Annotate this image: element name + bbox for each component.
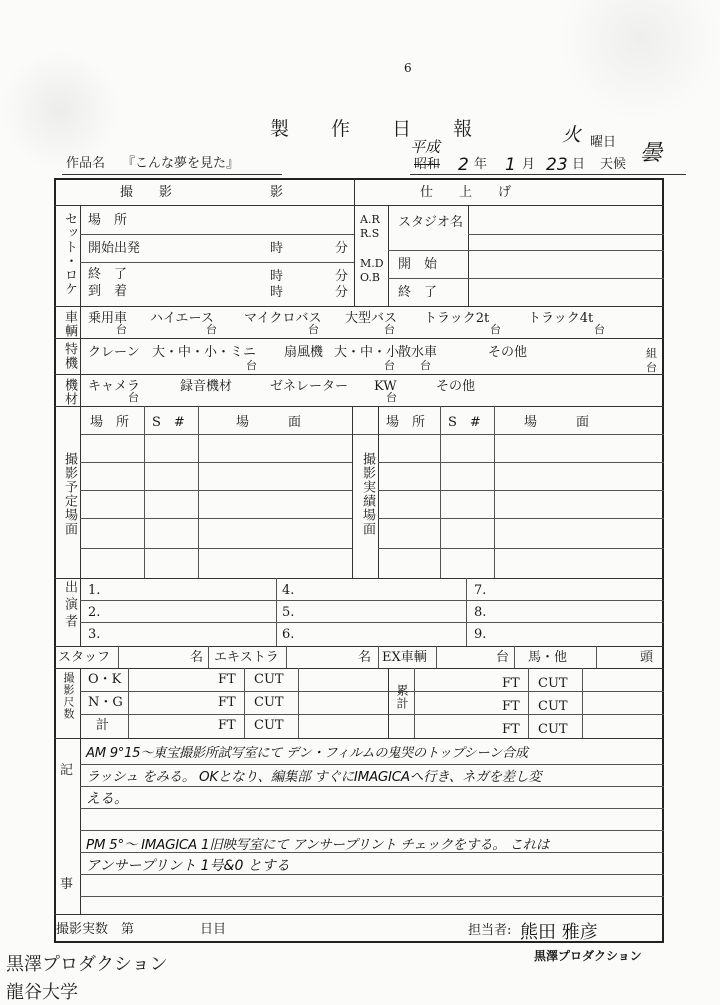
horse-unit: 頭 (640, 650, 654, 665)
era-written: 平成 (410, 138, 441, 156)
note-line-3: える。 (86, 791, 128, 807)
hour-label-2: 時 (270, 269, 284, 284)
manager-name: 熊田 雅彦 (520, 922, 598, 943)
divider-h (378, 490, 664, 491)
watermark-line-2: 龍谷大学 (6, 982, 78, 1003)
divider-h (80, 896, 664, 897)
place-label: 場 所 (88, 213, 128, 228)
minute-label-2: 分 (335, 269, 349, 284)
divider-v (514, 646, 515, 668)
cut-4: CUT (538, 676, 568, 691)
divider-v (494, 406, 495, 578)
film-total-label: 計 (96, 718, 110, 733)
cast-8: 8. (474, 605, 487, 620)
divider-v (352, 406, 353, 578)
ft-5: FT (502, 699, 520, 714)
scene-no-header-1: S # (152, 415, 185, 430)
weather-label: 天候 (600, 157, 627, 172)
note-line-5: アンサープリント 1号&0 とする (86, 858, 290, 874)
divider-h (54, 374, 664, 375)
cast-2: 2. (88, 605, 101, 620)
vehicle-unit-5: 台 (490, 323, 501, 336)
vehicle-1: 乗用車 (88, 311, 128, 326)
scene-header-1: 場 面 (236, 415, 302, 430)
finish-end-label: 終 了 (398, 285, 438, 300)
year-unit: 年 (474, 157, 488, 172)
ar-label: A.R (360, 213, 380, 226)
weekday-unit: 曜日 (590, 135, 617, 150)
recorder-label: 録音機材 (180, 379, 233, 394)
cast-3: 3. (88, 627, 101, 642)
note-line-1: AM 9°15～東宝撮影所試写室にて デン・フィルムの鬼哭のトップシーン合成 (86, 746, 528, 761)
weather-value: 曇 (640, 141, 663, 166)
date-underline (410, 174, 686, 175)
year-value: 2 (458, 155, 469, 175)
divider-v (596, 646, 597, 668)
divider-v (286, 646, 287, 668)
page-number: 6 (404, 61, 412, 75)
cast-5: 5. (282, 605, 295, 620)
divider-h (80, 600, 664, 601)
divider-v (80, 578, 81, 646)
vehicle-unit-4: 台 (384, 323, 395, 336)
divider-v (298, 668, 299, 738)
set-location-label: セット・ロケ (62, 212, 77, 296)
crane-sizes: 大・中・小・ミニ (152, 345, 257, 360)
divider-h (54, 646, 664, 647)
vehicle-2: ハイエース (150, 311, 214, 326)
divider-v (144, 406, 145, 578)
fan-unit: 台 (384, 359, 395, 372)
scene-no-header-2: S # (448, 415, 481, 430)
minute-label-3: 分 (335, 285, 349, 300)
shooting-header-2: 影 (270, 185, 284, 200)
equipment-label: 機材 (62, 378, 77, 406)
divider-h (80, 262, 354, 263)
ex-vehicle-unit: 台 (496, 650, 510, 665)
generator-label: ゼネレーター (270, 379, 349, 394)
scene-place-header-2: 場 所 (386, 415, 426, 430)
scene-header-2: 場 面 (524, 415, 590, 430)
special-other-label: その他 (488, 345, 528, 360)
page-title: 製 作 日 報 (270, 118, 491, 140)
camera-label: キャメラ (88, 379, 141, 394)
shooting-days-unit: 日目 (200, 922, 227, 937)
vehicle-unit-1: 台 (116, 323, 127, 336)
ft-4: FT (502, 676, 520, 691)
sprinkler-label: 散水車 (398, 345, 438, 360)
work-label: 作品名 (66, 156, 106, 171)
ft-3: FT (218, 718, 236, 733)
divider-v (378, 646, 379, 668)
kw-unit: 台 (386, 391, 397, 404)
departure-label: 開始出発 (88, 241, 141, 256)
day-unit: 日 (572, 157, 586, 172)
divider-v (436, 646, 437, 668)
divider-h (378, 462, 664, 463)
cumulative-label: 累計 (395, 684, 409, 710)
divider-h (80, 548, 352, 549)
shooting-header: 撮 影 (120, 185, 173, 200)
film-ng-label: N・G (88, 695, 123, 710)
notes-label-bottom: 事 (60, 877, 74, 892)
ob-label: O.B (360, 271, 380, 284)
divider-v (468, 205, 469, 306)
ex-vehicle-label: EX車輌 (382, 650, 427, 665)
month-value: 1 (505, 155, 516, 175)
film-label: 撮影尺数 (62, 672, 75, 720)
crane-label: クレーン (88, 345, 140, 360)
divider-v (128, 668, 129, 738)
divider-h (378, 518, 664, 519)
divider-v (80, 205, 81, 306)
staff-unit: 名 (190, 650, 204, 665)
equipment-other-label: その他 (436, 379, 476, 394)
kw-label: KW (374, 379, 397, 394)
divider-v (276, 578, 277, 646)
note-line-4: PM 5°～ IMAGICA 1旧映写室にて アンサープリント チェックをする。 これは (86, 837, 550, 853)
horse-label: 馬・他 (528, 650, 568, 665)
divider-v (80, 668, 81, 738)
divider-v (80, 406, 81, 578)
cast-9: 9. (474, 627, 487, 642)
divider-h (80, 808, 664, 809)
divider-h (80, 518, 352, 519)
company-name: 黒澤プロダクション (534, 949, 642, 963)
cut-1: CUT (254, 672, 284, 687)
divider-v (80, 306, 81, 406)
cut-6: CUT (538, 722, 568, 737)
divider-h (54, 578, 664, 579)
era-printed: 昭和 (414, 157, 441, 172)
cut-2: CUT (254, 695, 284, 710)
divider-h (468, 234, 664, 235)
vehicle-5: トラック2t (424, 311, 490, 326)
ft-2: FT (218, 695, 236, 710)
minute-label-1: 分 (335, 241, 349, 256)
cast-label: 出演者 (62, 580, 77, 631)
divider-h (54, 338, 664, 339)
divider-v (388, 205, 389, 306)
day-value: 23 (546, 155, 568, 175)
vehicle-3: マイクロバス (244, 311, 322, 326)
vehicles-label: 車輌 (62, 310, 77, 338)
vehicle-6: トラック4t (528, 311, 594, 326)
vehicle-unit-3: 台 (308, 323, 319, 336)
notes-label-top: 記 (60, 763, 74, 778)
divider-h (80, 691, 664, 692)
hour-label-1: 時 (270, 241, 284, 256)
ft-6: FT (502, 722, 520, 737)
camera-unit: 台 (128, 391, 139, 404)
divider-h (54, 406, 664, 407)
md-label: M.D (360, 257, 384, 270)
divider-h (80, 234, 354, 235)
divider-h (54, 306, 664, 307)
work-underline (62, 174, 282, 175)
finish-start-label: 開 始 (398, 257, 438, 272)
ft-1: FT (218, 672, 236, 687)
vehicle-unit-2: 台 (206, 323, 217, 336)
weekday-value: 火 (562, 124, 582, 146)
divider-v (244, 668, 245, 738)
special-set-unit-1: 組 (646, 347, 657, 360)
fan-sizes: 大・中・小 (334, 345, 400, 360)
end-label: 終 了 (88, 267, 128, 282)
divider-h (54, 914, 664, 915)
shooting-days-label: 撮影実数 第 (56, 922, 135, 937)
divider-v (466, 578, 467, 646)
film-ok-label: O・K (88, 672, 122, 687)
finishing-header: 仕 上 げ (420, 185, 512, 200)
watermark-line-1: 黒澤プロダクション (6, 954, 168, 975)
hour-label-3: 時 (270, 285, 284, 300)
divider-h (388, 278, 664, 279)
divider-h (80, 830, 664, 831)
divider-h (54, 668, 664, 669)
actual-scenes-label: 撮影実績場面 (360, 452, 375, 536)
sprinkler-unit: 台 (420, 359, 431, 372)
extra-label: エキストラ (214, 650, 279, 665)
divider-v (414, 668, 415, 738)
vehicle-unit-6: 台 (594, 323, 605, 336)
cast-7: 7. (474, 583, 487, 598)
cast-6: 6. (282, 627, 295, 642)
vehicle-4: 大型バス (345, 311, 398, 326)
planned-scenes-label: 撮影予定場面 (62, 452, 77, 536)
studio-label: スタジオ名 (398, 215, 464, 230)
month-unit: 月 (522, 157, 536, 172)
divider-h (54, 738, 664, 739)
divider-h (388, 250, 664, 251)
divider-v (528, 668, 529, 738)
divider-v (378, 406, 379, 578)
divider-v (582, 668, 583, 738)
divider-h (80, 434, 664, 435)
divider-h (80, 490, 352, 491)
divider-h (80, 622, 664, 623)
divider-v (354, 178, 355, 306)
divider-h (54, 205, 664, 206)
cut-3: CUT (254, 718, 284, 733)
cast-4: 4. (282, 583, 295, 598)
divider-v (208, 646, 209, 668)
form-table (54, 178, 664, 943)
divider-h (80, 714, 664, 715)
scene-place-header-1: 場 所 (90, 415, 130, 430)
cut-5: CUT (538, 699, 568, 714)
special-equipment-label: 特機 (62, 342, 77, 370)
cast-1: 1. (88, 583, 101, 598)
work-title: 『こんな夢を見た』 (122, 156, 240, 171)
divider-h (80, 462, 352, 463)
note-line-2: ラッシュ をみる。 OKとなり、編集部 すぐにIMAGICAへ行き、ネガを差し変 (86, 769, 542, 785)
divider-h (80, 786, 664, 787)
fan-label: 扇風機 (284, 345, 324, 360)
manager-label: 担当者: (468, 923, 512, 938)
extra-unit: 名 (358, 650, 372, 665)
staff-label: スタッフ (58, 650, 111, 665)
crane-unit: 台 (246, 359, 257, 372)
special-set-unit-2: 台 (646, 361, 657, 374)
divider-v (388, 668, 389, 738)
rs-label: R.S (360, 227, 380, 240)
divider-v (440, 406, 441, 578)
divider-h (378, 548, 664, 549)
divider-v (118, 646, 119, 668)
arrival-label: 到 着 (88, 284, 128, 299)
divider-v (198, 406, 199, 578)
